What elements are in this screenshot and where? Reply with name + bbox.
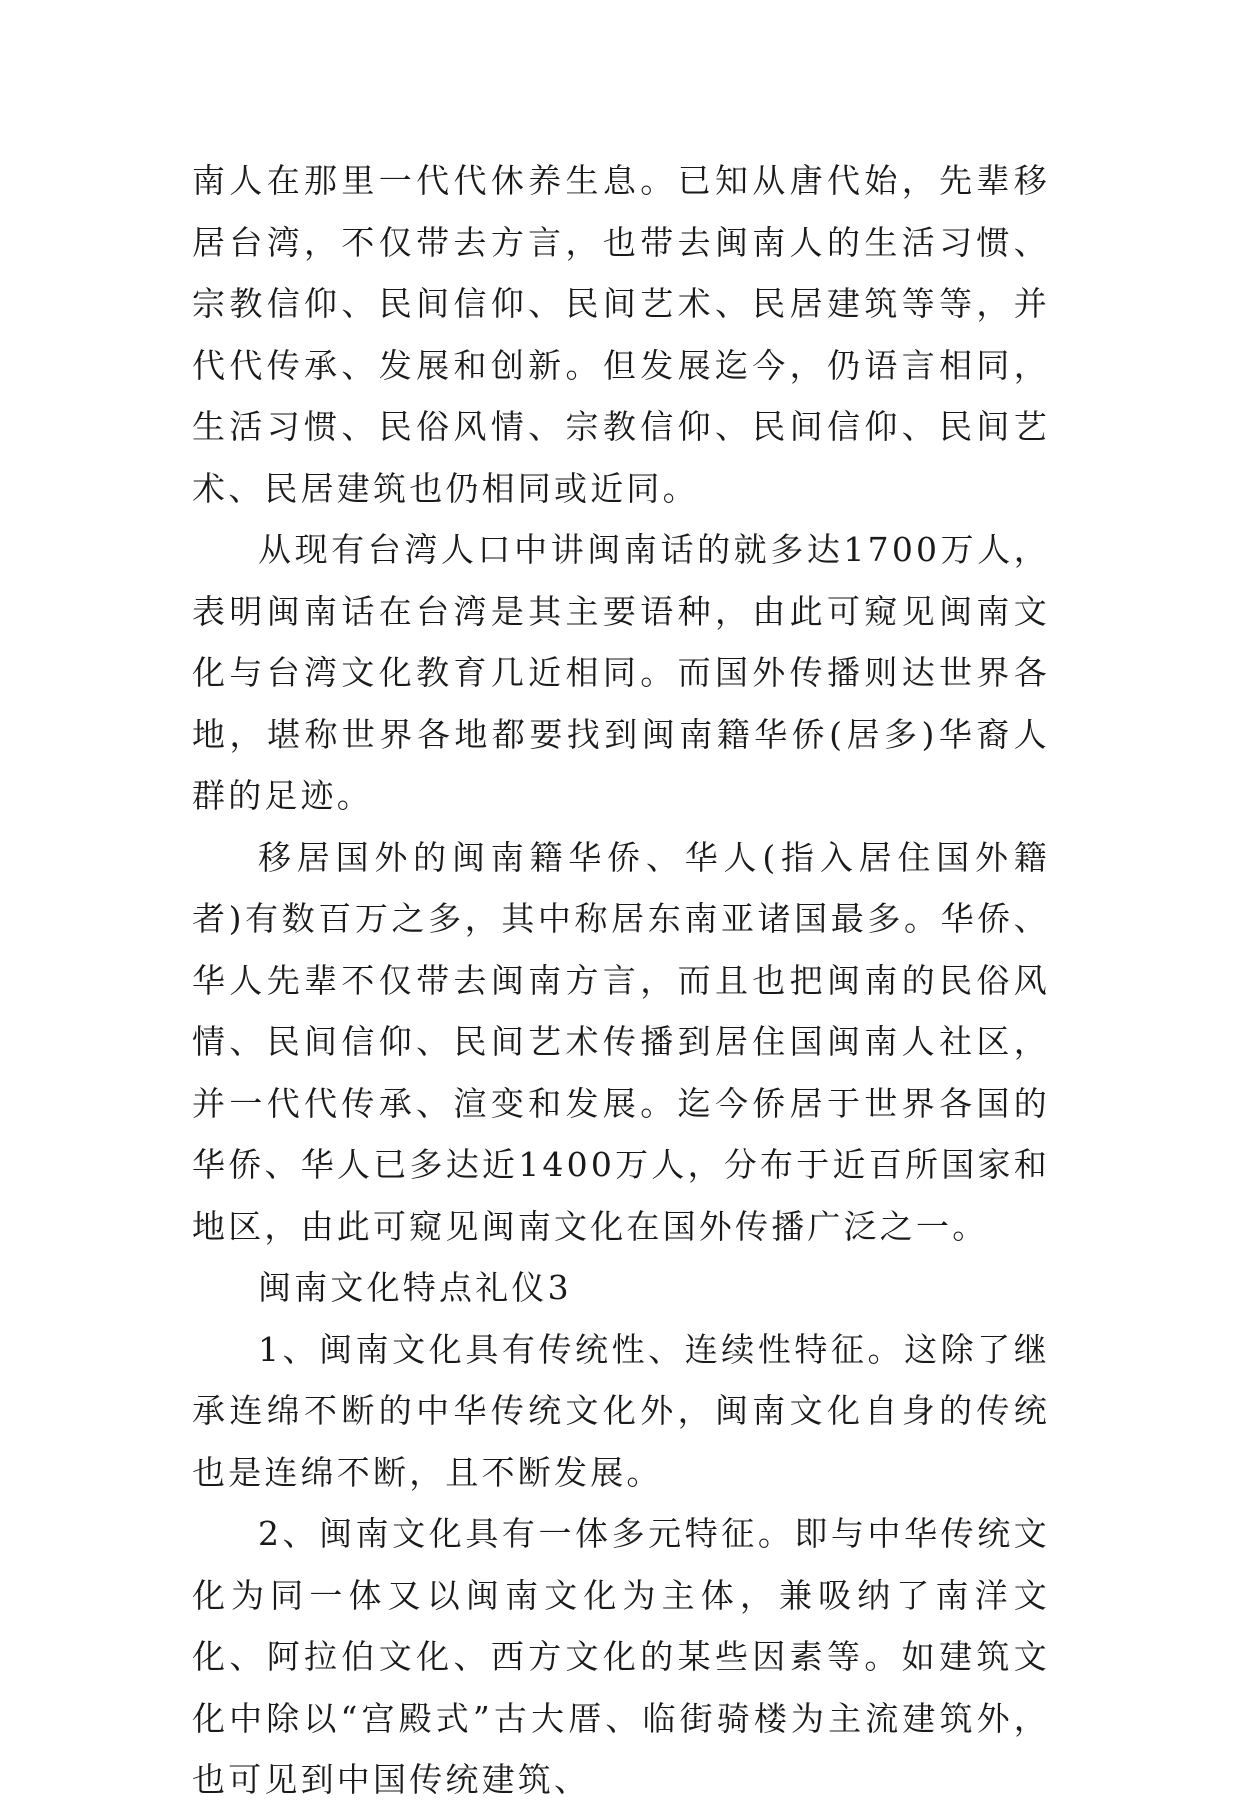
paragraph-2: 从现有台湾人口中讲闽南话的就多达1700万人，表明闽南话在台湾是其主要语种，由此可窥见闽南文化与台湾文化教育几近相同。而国外传播则达世界各地，堪称世界各地都要找到闽南籍华侨(居多)华裔人群的足迹。: [192, 530, 1050, 815]
paragraph-5: 1、闽南文化具有传统性、连续性特征。这除了继承连绵不断的中华传统文化外，闽南文化自身的传统也是连绵不断，且不断发展。: [192, 1329, 1050, 1492]
paragraph-1: 南人在那里一代代休养生息。已知从唐代始，先辈移居台湾，不仅带去方言，也带去闽南人的生活习惯、宗教信仰、民间信仰、民间艺术、民居建筑等等，并代代传承、发展和创新。但发展迄今，仍语言相同，生活习惯、民俗风情、宗教信仰、民间信仰、民间艺术、民居建筑也仍相同或近同。: [192, 161, 1050, 508]
section-heading: 闽南文化特点礼仪3: [258, 1268, 572, 1307]
paragraph-6: 2、闽南文化具有一体多元特征。即与中华传统文化为同一体又以闽南文化为主体，兼吸纳了南洋文化、阿拉伯文化、西方文化的某些因素等。如建筑文化中除以“宫殿式”古大厝、临街骑楼为主流建筑外，也可见到中国传统建筑、: [192, 1514, 1050, 1799]
paragraph-3: 移居国外的闽南籍华侨、华人(指入居住国外籍者)有数百万之多，其中称居东南亚诸国最多。华侨、华人先辈不仅带去闽南方言，而且也把闽南的民俗风情、民间信仰、民间艺术传播到居住国闽南人社区，并一代代传承、渲变和发展。迄今侨居于世界各国的华侨、华人已多达近1400万人，分布于近百所国家和地区，由此可窥见闽南文化在国外传播广泛之一。: [192, 837, 1050, 1246]
document-body: [192, 150, 1050, 1811]
